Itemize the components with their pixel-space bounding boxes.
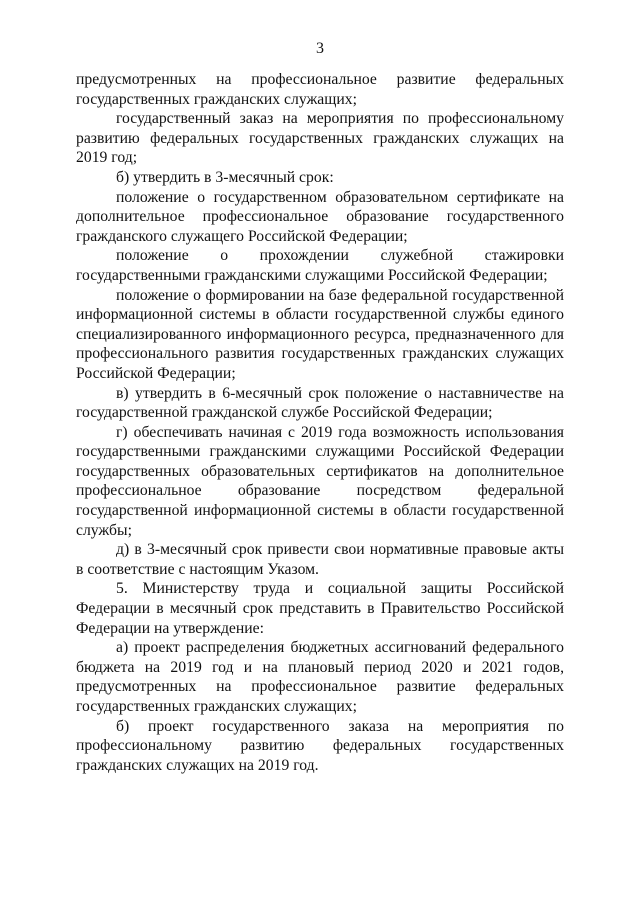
paragraph-10: 5. Министерству труда и социальной защиты Российской Федерации в месячный срок представить в Правительство Российской Федерации на утверждение: [76, 580, 564, 637]
paragraph-8: г) обеспечивать начиная с 2019 года возможность использования государственными гражданскими служащими Российской Федерации государственных образовательных сертификатов на дополнительное профессиональное образование посредством федеральной государственной информационной системы в области государственной службы; [76, 423, 564, 539]
paragraph-11: а) проект распределения бюджетных ассигнований федерального бюджета на 2019 год и на плановый период 2020 и 2021 годов, предусмотренных на профессиональное развитие федеральных государственных гражданских служащих; [76, 639, 564, 715]
paragraph-4: положение о государственном образовательном сертификате на дополнительное профессиональное образование государственного гражданского служащего Российской Федерации; [76, 188, 564, 245]
paragraph-9: д) в 3-месячный срок привести свои нормативные правовые акты в соответствие с настоящим Указом. [76, 541, 564, 578]
page-number: 3 [316, 40, 324, 57]
paragraph-7: в) утвердить в 6-месячный срок положение о наставничестве на государственной гражданской службе Российской Федерации; [76, 384, 564, 422]
paragraph-12: б) проект государственного заказа на мероприятия по профессиональному развитию федеральных государственных гражданских служащих на 2019 год. [76, 717, 564, 774]
paragraph-3: б) утвердить в 3-месячный срок: [116, 168, 334, 186]
paragraph-2: государственный заказ на мероприятия по профессиональному развитию федеральных государственных гражданских служащих на 2019 год; [76, 110, 564, 167]
document-body [76, 70, 564, 775]
paragraph-6: положение о формировании на базе федеральной государственной информационной системы в области государственной службы единого специализированного информационного ресурса, предназначенного для профессионального развития государственных гражданских служащих Российской Федерации; [76, 286, 564, 382]
paragraph-1: предусмотренных на профессиональное развитие федеральных государственных гражданских служащих; [76, 71, 564, 108]
paragraph-5: положение о прохождении служебной стажировки государственными гражданскими служащими Российской Федерации; [76, 247, 564, 284]
